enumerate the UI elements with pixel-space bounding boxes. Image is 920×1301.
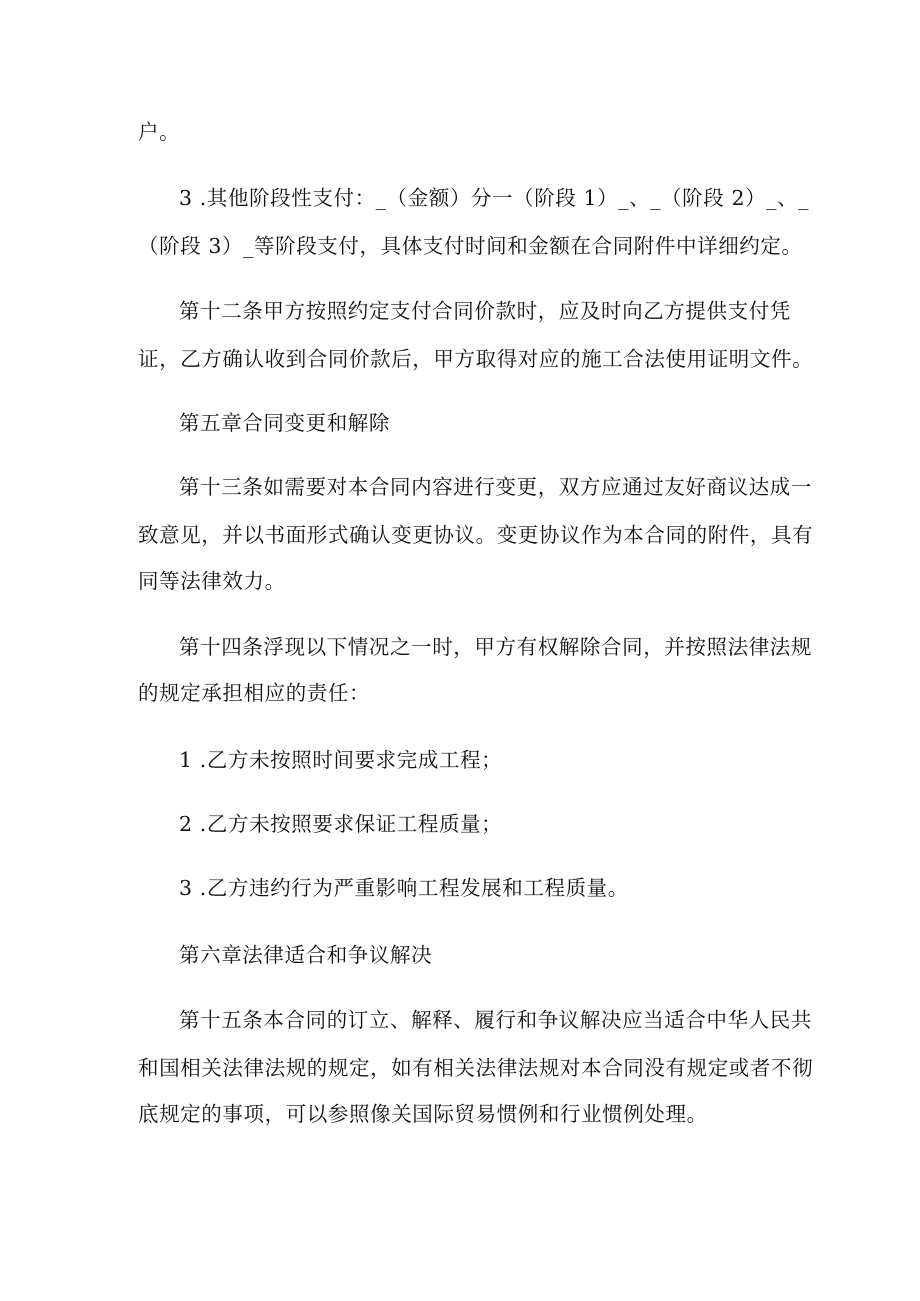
paragraph-line: 证，乙方确认收到合同价款后，甲方取得对应的施工合法使用证明文件。 (138, 347, 814, 371)
list-item: 2 .乙方未按照要求保证工程质量； (179, 812, 503, 836)
paragraph-line: （阶段 3）_等阶段支付，具体支付时间和金额在合同附件中详细约定。 (138, 234, 803, 258)
paragraph-line: 同等法律效力。 (138, 569, 286, 593)
paragraph-line: 底规定的事项，可以参照像关国际贸易惯例和行业惯例处理。 (138, 1102, 708, 1126)
chapter-heading: 第六章法律适合和争议解决 (179, 943, 433, 967)
paragraph-line: 户。 (138, 120, 181, 144)
paragraph-line: 3 .其他阶段性支付：_（金额）分一（阶段 1）_、_（阶段 2）_、_ (179, 186, 810, 210)
paragraph-line: 的规定承担相应的责任： (138, 681, 371, 705)
paragraph-line: 第十二条甲方按照约定支付合同价款时，应及时向乙方提供支付凭 (179, 299, 791, 323)
chapter-heading: 第五章合同变更和解除 (179, 411, 390, 435)
paragraph-line: 和国相关法律法规的规定，如有相关法律法规对本合同没有规定或者不彻 (138, 1056, 814, 1080)
list-item: 3 .乙方违约行为严重影响工程发展和工程质量。 (179, 876, 629, 900)
paragraph-line: 第十三条如需要对本合同内容进行变更，双方应通过友好商议达成一 (179, 475, 812, 499)
paragraph-line: 第十四条浮现以下情况之一时，甲方有权解除合同，并按照法律法规 (179, 635, 812, 659)
list-item: 1 .乙方未按照时间要求完成工程； (179, 748, 503, 772)
paragraph-line: 第十五条本合同的订立、解释、履行和争议解决应当适合中华人民共 (179, 1008, 812, 1032)
paragraph-line: 致意见，并以书面形式确认变更协议。变更协议作为本合同的附件，具有 (138, 523, 814, 547)
